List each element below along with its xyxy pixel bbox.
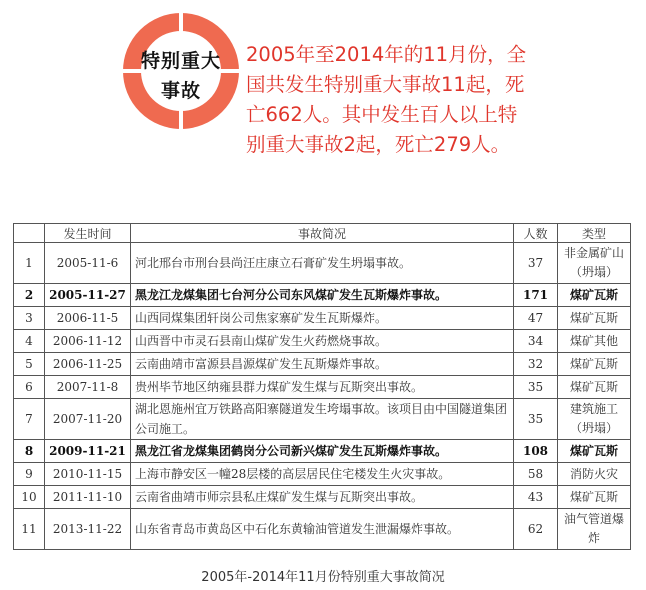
row-date: 2011-11-10 [45,486,131,509]
table-row [14,307,631,330]
row-type: 煤矿瓦斯 [558,307,631,330]
row-number: 11 [14,509,45,550]
row-type: 煤矿瓦斯 [558,486,631,509]
row-type: 煤矿其他 [558,330,631,353]
row-date: 2005-11-27 [45,284,131,307]
row-number: 3 [14,307,45,330]
row-description: 山西晋中市灵石县南山煤矿发生火药燃烧事故。 [131,330,514,353]
table-row [14,486,631,509]
row-description: 湖北恩施州宜万铁路高阳寨隧道发生垮塌事故。该项目由中国隧道集团公司施工。 [131,399,514,440]
row-number: 1 [14,243,45,284]
row-number: 10 [14,486,45,509]
badge-title-line1: 特别重大 [140,50,221,72]
row-deaths: 35 [514,399,558,440]
table-row [14,440,631,463]
row-description: 云南省曲靖市师宗县私庄煤矿发生煤与瓦斯突出事故。 [131,486,514,509]
header-no [14,224,45,243]
header-type: 类型 [558,224,631,243]
row-date: 2006-11-5 [45,307,131,330]
row-deaths: 34 [514,330,558,353]
row-date: 2005-11-6 [45,243,131,284]
row-number: 2 [14,284,45,307]
badge-title-line2: 事故 [160,80,201,102]
table-row [14,284,631,307]
row-deaths: 43 [514,486,558,509]
row-number: 7 [14,399,45,440]
row-number: 8 [14,440,45,463]
row-description: 黑龙江龙煤集团七台河分公司东风煤矿发生瓦斯爆炸事故。 [131,284,514,307]
table-row [14,399,631,440]
summary-text: 2005年至2014年的11月份，全国共发生特别重大事故11起，死亡662人。其中发生百人以上特别重大事故2起，死亡279人。 [246,43,527,156]
accident-table [13,223,631,550]
row-deaths: 108 [514,440,558,463]
row-date: 2007-11-8 [45,376,131,399]
row-type: 消防火灾 [558,463,631,486]
row-number: 6 [14,376,45,399]
row-number: 4 [14,330,45,353]
row-type: 煤矿瓦斯 [558,376,631,399]
row-date: 2006-11-25 [45,353,131,376]
table-row [14,330,631,353]
header-deaths: 人数 [514,224,558,243]
header-description: 事故简况 [131,224,514,243]
table-caption: 2005年-2014年11月份特别重大事故简况 [201,570,445,585]
table-row [14,353,631,376]
table-row [14,463,631,486]
row-date: 2010-11-15 [45,463,131,486]
row-description: 上海市静安区一幢28层楼的高层居民住宅楼发生火灾事故。 [131,463,514,486]
row-deaths: 58 [514,463,558,486]
category-badge [122,12,240,130]
row-deaths: 62 [514,509,558,550]
row-number: 5 [14,353,45,376]
row-deaths: 32 [514,353,558,376]
row-description: 山西同煤集团轩岗公司焦家寨矿发生瓦斯爆炸。 [131,307,514,330]
row-date: 2006-11-12 [45,330,131,353]
row-type: 建筑施工（坍塌） [558,399,631,440]
row-type: 煤矿瓦斯 [558,440,631,463]
row-description: 贵州毕节地区纳雍县群力煤矿发生煤与瓦斯突出事故。 [131,376,514,399]
row-type: 煤矿瓦斯 [558,353,631,376]
row-deaths: 47 [514,307,558,330]
row-number: 9 [14,463,45,486]
row-description: 黑龙江省龙煤集团鹤岗分公司新兴煤矿发生瓦斯爆炸事故。 [131,440,514,463]
row-deaths: 37 [514,243,558,284]
row-type: 非金属矿山（坍塌） [558,243,631,284]
header-date: 发生时间 [45,224,131,243]
table-row [14,376,631,399]
table-header-row [14,224,631,243]
row-description: 云南曲靖市富源县昌源煤矿发生瓦斯爆炸事故。 [131,353,514,376]
row-deaths: 35 [514,376,558,399]
row-type: 油气管道爆炸 [558,509,631,550]
row-date: 2009-11-21 [45,440,131,463]
row-date: 2007-11-20 [45,399,131,440]
row-type: 煤矿瓦斯 [558,284,631,307]
table-row [14,243,631,284]
row-date: 2013-11-22 [45,509,131,550]
row-description: 河北邢台市刑台县尚汪庄康立石膏矿发生坍塌事故。 [131,243,514,284]
table-row [14,509,631,550]
row-description: 山东省青岛市黄岛区中石化东黄输油管道发生泄漏爆炸事故。 [131,509,514,550]
row-deaths: 171 [514,284,558,307]
